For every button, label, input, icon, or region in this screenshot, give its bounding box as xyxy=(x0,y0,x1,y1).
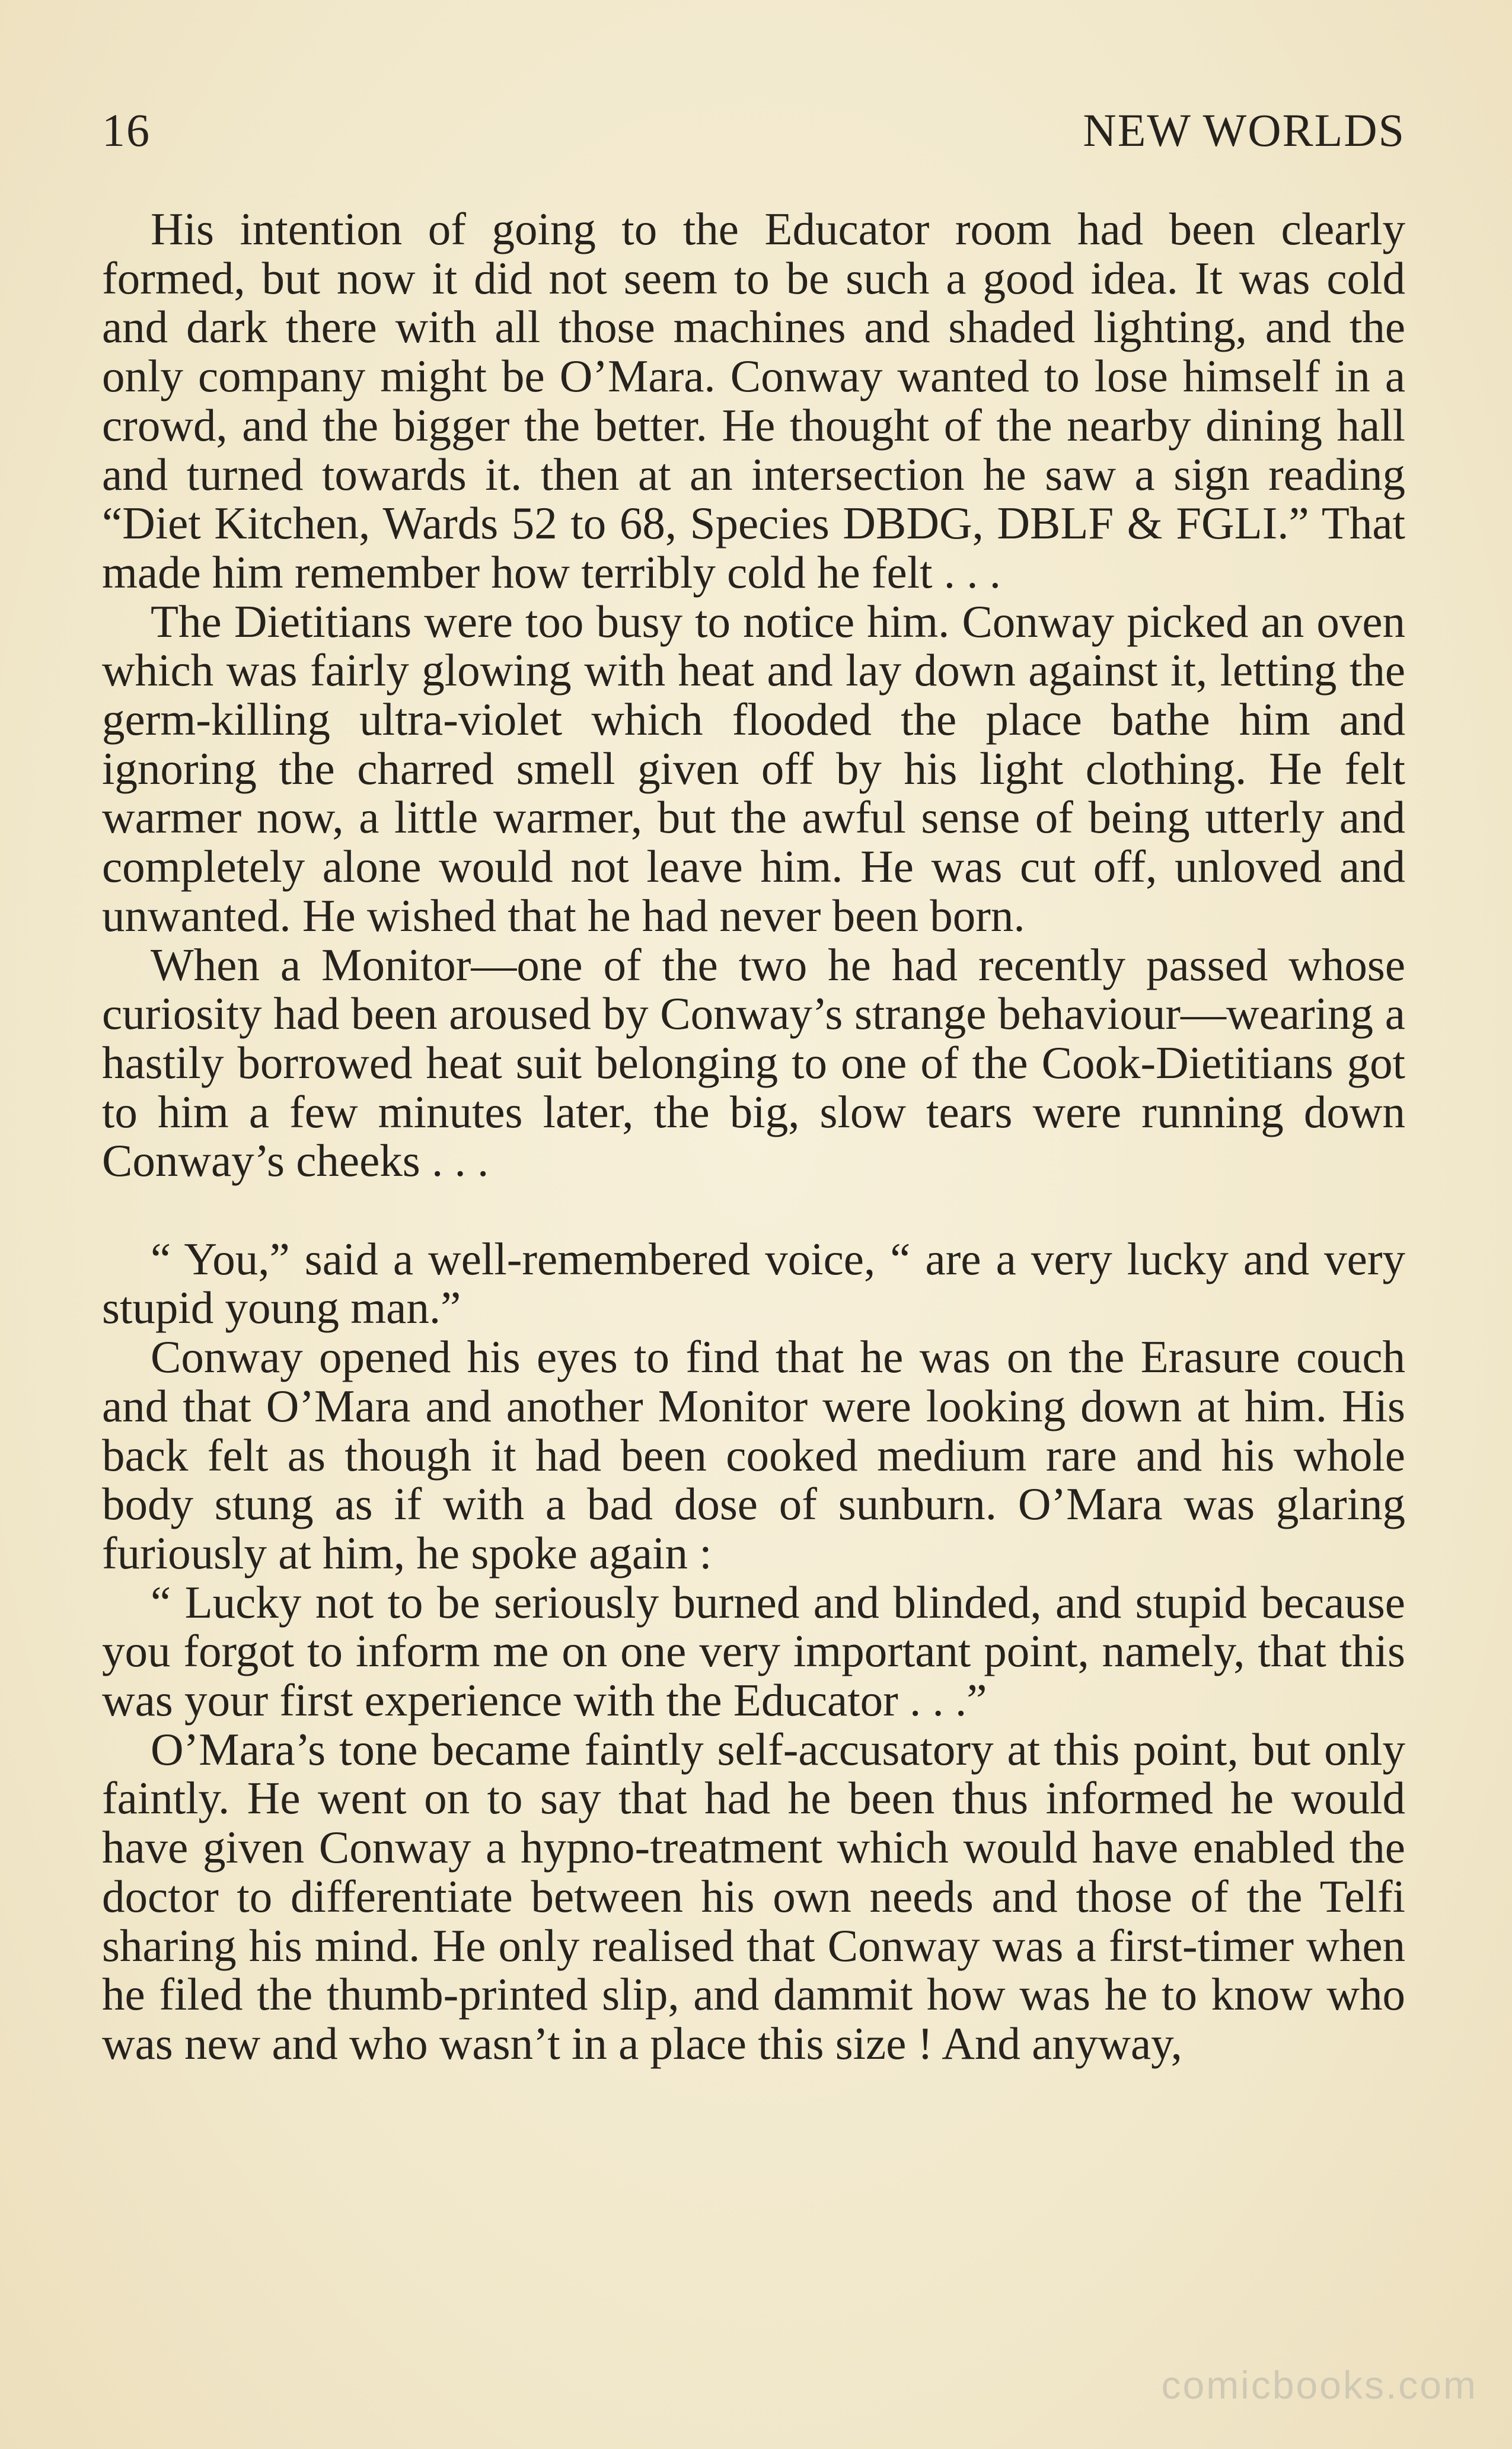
paragraph-6: “ Lucky not to be seriously burned and blinded, and stupid because you forgot to inform me on one very important point, namely, that this was your first experience with the Educator . . .” xyxy=(102,1576,1405,1726)
body-text xyxy=(102,205,1405,2068)
watermark: comicbooks.com xyxy=(1161,2363,1478,2407)
paragraph-2: The Dietitians were too busy to notice him. Conway picked an oven which was fairly glowing with heat and lay down against it, letting the germ-killing ultra-violet which flooded the place bathe him and ignoring the charred smell given off by his light clothing. He felt warmer now, a little warmer, but the awful sense of being utterly and completely alone would not leave him. He was cut off, unloved and unwanted. He wished that he had never been born. xyxy=(102,595,1405,941)
paragraph-3: When a Monitor—one of the two he had recently passed whose curiosity had been aroused by Conway’s strange behaviour—wearing a hastily borrowed heat suit belonging to one of the Cook-Dietitians got to him a few minutes later, the big, slow tears were running down Conway’s cheeks . . . xyxy=(102,939,1405,1187)
paragraph-1: His intention of going to the Educator room had been clearly formed, but now it did not seem to be such a good idea. It was cold and dark there with all those machines and shaded lighting, and the only company might be O’Mara. Conway wanted to lose himself in a crowd, and the bigger the better. He thought of the nearby dining hall and turned towards it. then at an intersection he saw a sign reading “Diet Kitchen, Wards 52 to 68, Species DBDG, DBLF & FGLI.” That made him remember how terribly cold he felt . . . xyxy=(102,203,1405,598)
paragraph-7: O’Mara’s tone became faintly self-accusatory at this point, but only faintly. He went on to say that had he been thus informed he would have given Conway a hypno-treatment which would have enabled the doctor to differentiate between his own needs and those of the Telfi sharing his mind. He only realised that Conway was a first-timer when he filed the thumb-printed slip, and dammit how was he to know who was new and who wasn’t in a place this size ! And anyway, xyxy=(102,1723,1405,2069)
page-header xyxy=(102,104,1405,169)
running-title: NEW WORLDS xyxy=(1083,104,1405,156)
paragraph-5: Conway opened his eyes to find that he was on the Erasure couch and that O’Mara and another Monitor were looking down at him. His back felt as though it had been cooked medium rare and his whole body stung as if with a bad dose of sunburn. O’Mara was glaring furiously at him, he spoke again : xyxy=(102,1331,1405,1579)
page-number: 16 xyxy=(102,104,151,156)
paragraph-4: “ You,” said a well-remembered voice, “ are a very lucky and very stupid young man.” xyxy=(102,1233,1405,1334)
